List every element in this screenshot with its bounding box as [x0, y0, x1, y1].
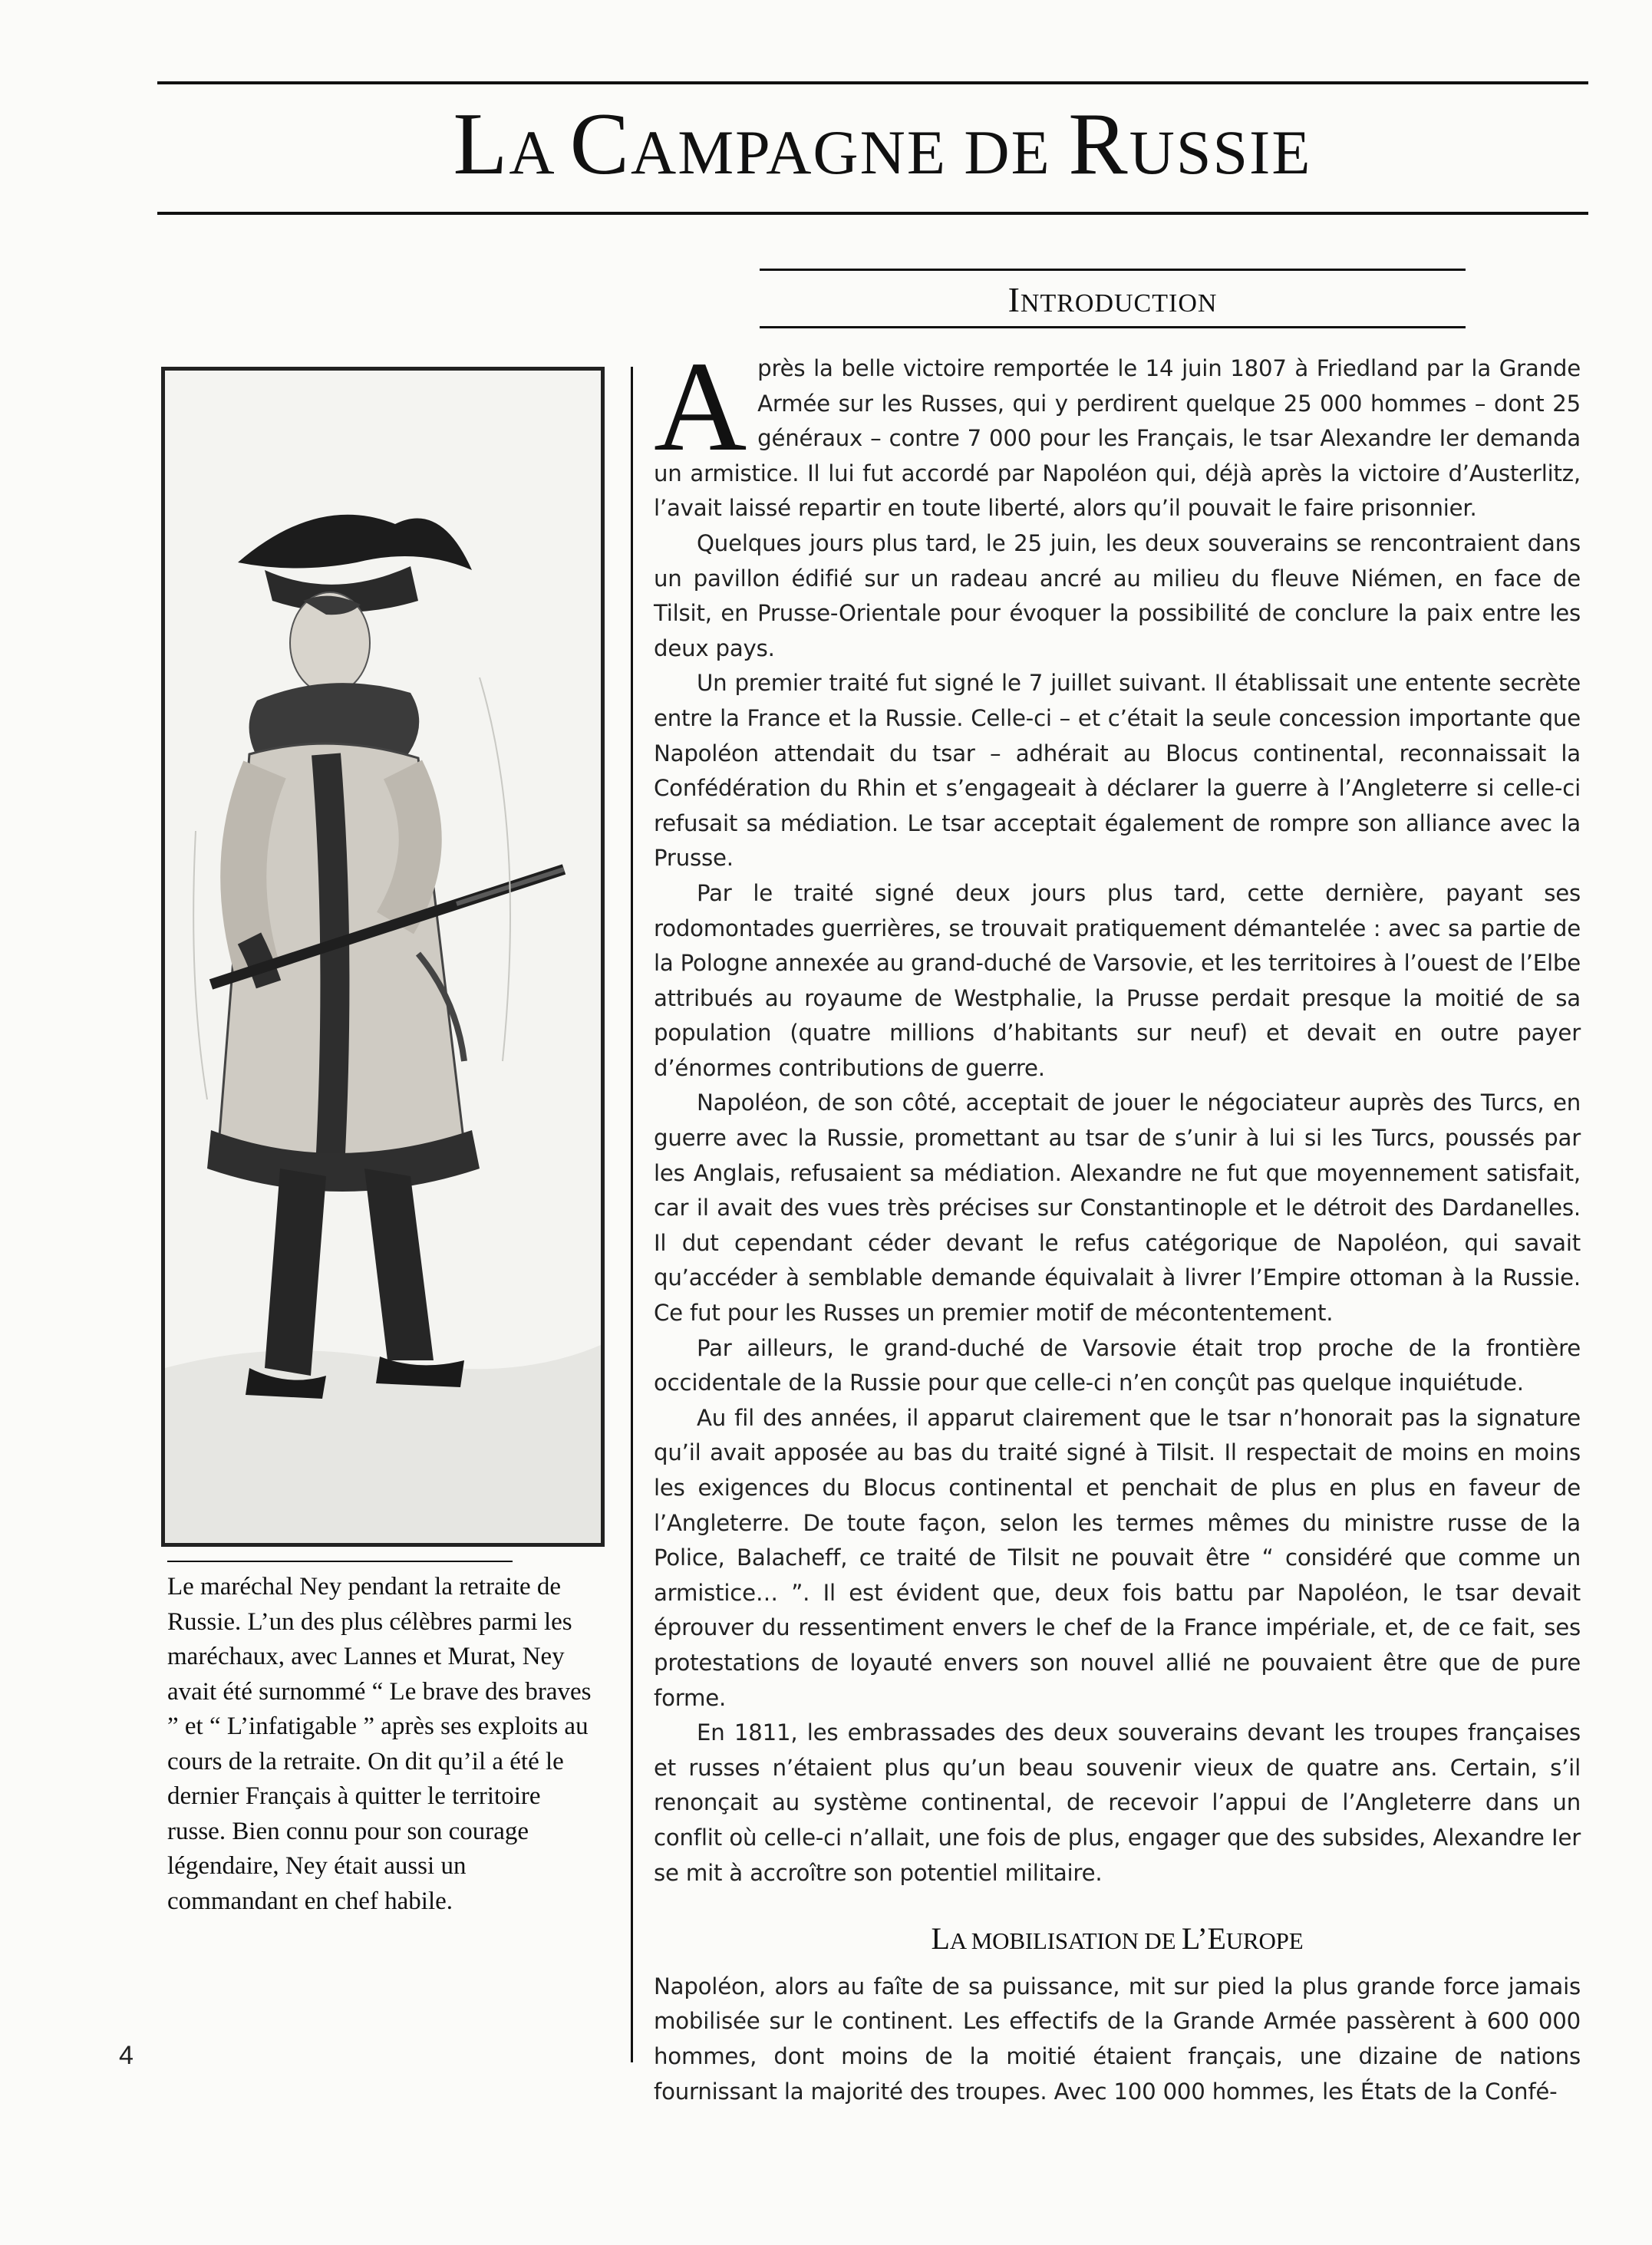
title-top-rule	[157, 81, 1588, 84]
mobilisation-paragraph: Napoléon, alors au faîte de sa puissance, mit sur pied la plus grande force jamais mobilisée sur le continent. Les effectifs de la Grande Armée passèrent à 600 000 hommes, dont moins de la moitié étaient français, une dizaine de nations fournissant la majorité des troupes. Avec 100 000 hommes, les États de la Confé-	[654, 1973, 1581, 2105]
intro-paragraph-7: Au fil des années, il apparut clairement que le tsar n’honorait pas la signature qu’il avait apposée au bas du traité signé à Tilsit. Il respectait de moins en moins les exigences du Blocus continental et penchait de plus en plus en faveur de l’Angleterre. De toute façon, selon les termes mêmes du ministre russe de la Police, Balacheff, ce traité de Tilsit ne pouvait être “ considéré que comme un armistice… ”. Il est évident que, deux fois battu par Napoléon, le tsar devait éprouver du ressentiment envers le chef de la France impériale, et, de ce fait, ses protestations de loyauté envers son nouvel allié ne pouvaient être que de pure forme.	[654, 1404, 1581, 1711]
page-title: LA CAMPAGNE DE RUSSIE	[453, 95, 1312, 193]
intro-paragraph-4: Par le traité signé deux jours plus tard, cette dernière, payant ses rodomontades guerrières, se trouvait pratiquement démantelée : avec sa partie de la Pologne annexée au grand-duché de Varsovie, et les territoires à l’ouest de l’Elbe attribués au royaume de Westphalie, la Prusse perdait presque la moitié de sa population (quatre millions d’habitants sur neuf) et devait en outre payer d’énormes contributions de guerre.	[654, 879, 1581, 1081]
intro-paragraph-5: Napoléon, de son côté, acceptait de jouer le négociateur auprès des Turcs, en guerre avec la Russie, promettant au tsar de s’unir à lui si les Turcs, poussés par les Anglais, refusaient sa médiation. Alexandre ne fut que moyennement satisfait, car il avait des vues très précises sur Constantinople et le détroit des Dardanelles. Il dut cependant céder devant le refus catégorique de Napoléon, qui savait qu’accéder à semblable demande équivalait à livrer l’Empire ottoman à la Russie. Ce fut pour les Russes un premier motif de mécontentement.	[654, 1090, 1581, 1327]
section-heading-introduction: INTRODUCTION	[1007, 280, 1218, 319]
column-divider	[631, 367, 633, 2062]
drop-cap: A	[654, 335, 747, 478]
title-bottom-rule	[157, 212, 1588, 215]
intro-paragraph-1: Après la belle victoire remportée le 14 juin 1807 à Friedland par la Grande Armée sur les Russes, qui y perdirent quelque 25 000 hommes – dont 25 généraux – contre 7 000 pour les Français, le tsar Alexandre Ier demanda un armistice. Il lui fut accordé par Napoléon qui, déjà après la victoire d’Austerlitz, l’avait laissé repartir en toute liberté, alors qu’il pouvait le faire prisonnier.	[654, 335, 1581, 522]
intro-paragraph-8: En 1811, les embrassades des deux souverains devant les troupes françaises et russes n’étaient plus qu’un beau souvenir vieux de quatre ans. Certain, s’il renonçait au système continental, de recevoir l’appui de l’Angleterre dans un conflit où celle-ci n’allait, une fois de plus, engager que des subsides, Alexandre Ier se mit à accroître son potentiel militaire.	[654, 1719, 1581, 1886]
intro-top-rule	[760, 269, 1466, 271]
intro-paragraph-6: Par ailleurs, le grand-duché de Varsovie était trop proche de la frontière occidentale de la Russie pour que celle-ci n’en conçût pas quelque inquiétude.	[654, 1334, 1581, 1396]
intro-paragraph-3: Un premier traité fut signé le 7 juillet suivant. Il établissait une entente secrète entre la France et la Russie. Celle-ci – et c’était la seule concession importante que Napoléon attendait du tsar – adhérait au Blocus continental, reconnaissait la Confédération du Rhin et s’engageait à déclarer la guerre à l’Angleterre si celle-ci refusait sa médiation. Le tsar acceptait également de rompre son alliance avec la Prusse.	[654, 670, 1581, 872]
article-body	[654, 335, 1581, 2109]
illustration-marechal-ney	[161, 367, 605, 1547]
section-heading-mobilisation: LA MOBILISATION DE L’EUROPE	[931, 1921, 1304, 1957]
caption-rule	[167, 1561, 513, 1562]
intro-bottom-rule	[760, 326, 1466, 328]
page-number: 4	[119, 2041, 134, 2070]
figure-caption: Le maréchal Ney pendant la retraite de Russie. L’un des plus célèbres parmi les maréchaux, avec Lannes et Murat, Ney avait été surnommé “ Le brave des braves ” et “ L’infatigable ” après ses exploits au cours de la retraite. On dit qu’il a été le dernier Français à quitter le territoire russe. Bien connu pour son courage légendaire, Ney était aussi un commandant en chef habile.	[167, 1573, 592, 1915]
intro-paragraph-2: Quelques jours plus tard, le 25 juin, les deux souverains se rencontraient dans un pavillon édifié sur un radeau ancré au milieu du fleuve Niémen, en face de Tilsit, en Prusse-Orientale pour évoquer la possibilité de conclure la paix entre les deux pays.	[654, 529, 1581, 661]
ney-illustration-drawing	[165, 371, 601, 1543]
